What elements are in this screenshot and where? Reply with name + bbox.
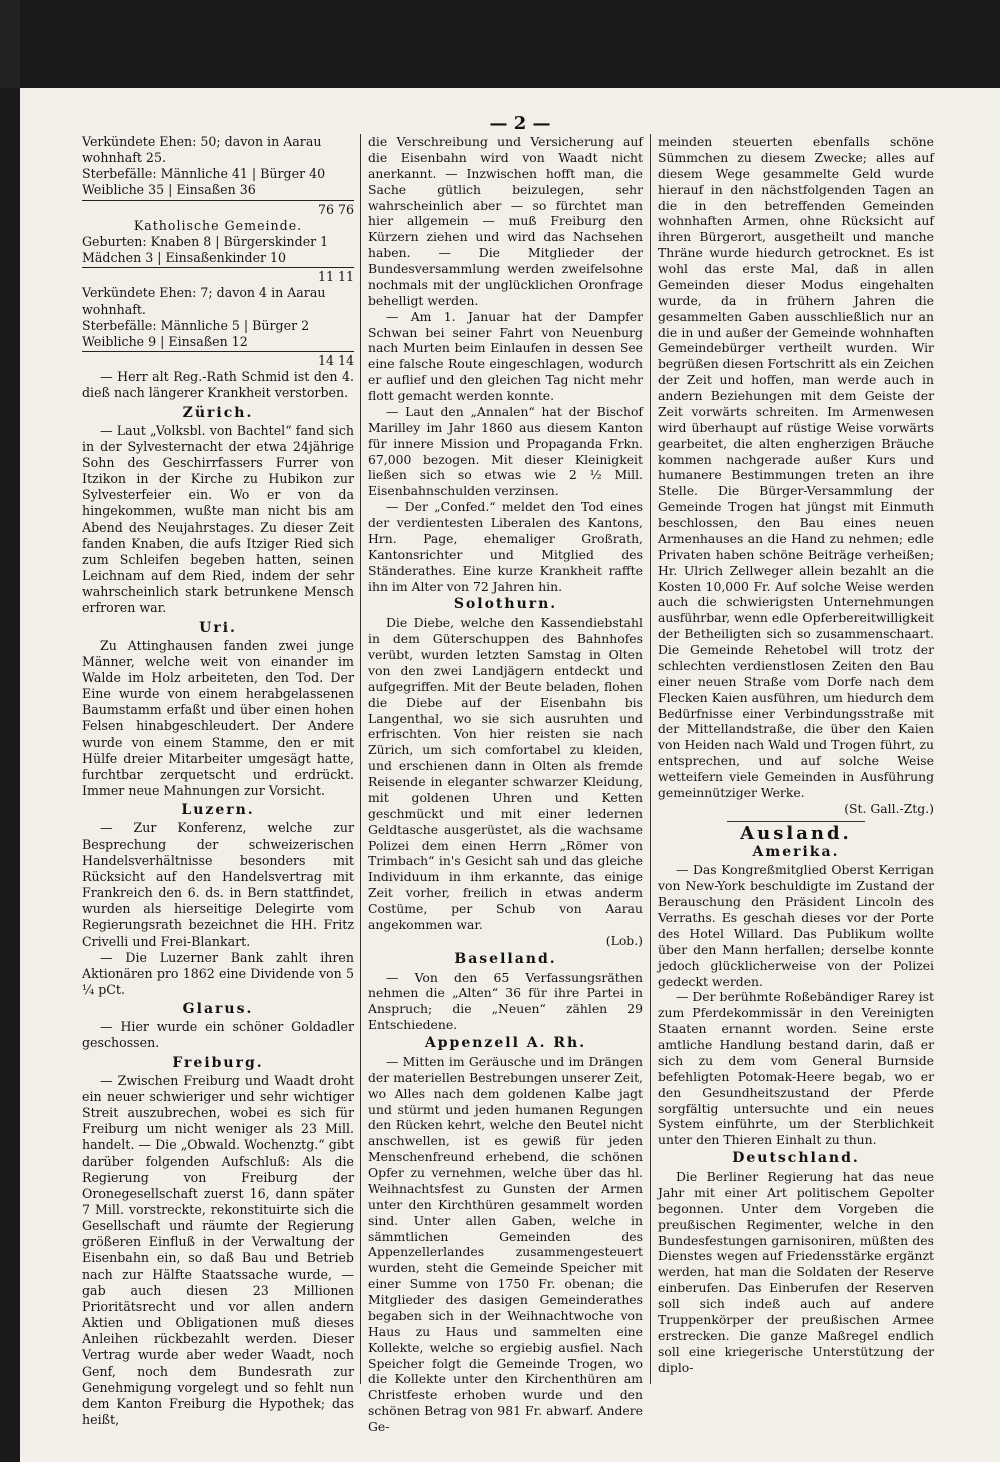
article-paragraph: — Von den 65 Verfassungsräthen nehmen die „Alten“ 36 für ihre Partei in Anspruch; die „Neuen“ zählen 29 Entschiedene. bbox=[368, 969, 643, 1033]
sum-rule bbox=[82, 351, 354, 352]
stat-total: 11 11 bbox=[317, 269, 354, 285]
section-heading: Baselland. bbox=[454, 950, 557, 967]
article-paragraph: — Das Kongreßmitglied Oberst Kerrigan von New-York beschuldigte im Zustand der Berauschung den Präsident Lincoln des Verraths. Es geschah dieses vor der Porte des Hotel Willard. Das Publikum wollte über den Mann herfallen; derselbe konnte jedoch glücklicherweise von der Polizei gedeckt werden. bbox=[658, 862, 934, 989]
article-paragraph: — Zwischen Freiburg und Waadt droht ein neuer schwieriger und sehr wichtiger Streit auszubrechen, wobei es sich für Freiburg um nicht weniger als 23 Mill. handelt. — Die „Obwald. Wochenztg.“ gibt darüber folgenden Aufschluß: Als die Regierung von Freiburg der Oronegesellschaft zuerst 16, dann später 7 Mill. vorstreckte, rekonstituirte sich die Gesellschaft und räumte der Regierung größeren Einfluß in der Verwaltung der Eisenbahn ein, so daß Bau und Betrieb nach zur Hälfte Staatssache wurde, — gab auch diesen 23 Millionen Prioritätsrecht und vor allen andern Aktien und Obligationen muß dieses Anleihen rückbezahlt werden. Dieser Vertrag wurde aber weder Waadt, noch Genf, noch dem Bundesrath zur Genehmigung vorgelegt und so fehlt nun dem Kanton Freiburg die Hypothek; das heißt, bbox=[82, 1072, 354, 1428]
section-heading: Appenzell A. Rh. bbox=[424, 1035, 587, 1051]
section-subtitle: Katholische Gemeinde. bbox=[133, 217, 303, 233]
article-paragraph: — Hier wurde ein schöner Goldadler geschossen. bbox=[82, 1019, 354, 1051]
article-paragraph: — Der berühmte Roßebändiger Rarey ist zum Pferdekommissär in den Vereinigten Staaten ernannt worden. Seine erste amtliche Handlung bestand darin, daß er sich zu dem vom General Burnside befehligten Potomak-Heere begab, wo er den Gesundheitszustand der Pferde sorgfältig untersuchte und ein neues System einführte, um der Sterblichkeit unter den Thieren Einhalt zu thun. bbox=[658, 989, 934, 1148]
stat-line: Geburten: Knaben 8 | Bürgerskinder 1 bbox=[82, 233, 329, 249]
page-number: — 2 — bbox=[489, 113, 551, 134]
source-citation: (Lob.) bbox=[605, 932, 643, 948]
article-paragraph: — Herr alt Reg.-Rath Schmid ist den 4. dieß nach längerer Krankheit verstorben. bbox=[82, 369, 354, 401]
article-paragraph: Zu Attinghausen fanden zwei junge Männer, welche weit von einander im Walde im Holz arbeiteten, den Tod. Der Eine wurde von einem herabgelassenen Baumstamm erfaßt und über einen hohen Felsen hinabgeschleudert. Der Andere wurde von einem Stamme, den er mit Hülfe dreier Mitarbeiter umgesägt hatte, furchtbar zerquetscht und erdrückt. Immer neue Mahnungen zur Vorsicht. bbox=[82, 637, 354, 799]
section-heading: Luzern. bbox=[181, 802, 255, 819]
stat-line: Verkündete Ehen: 50; davon in Aarau wohnhaft 25. bbox=[82, 134, 322, 166]
column-rule bbox=[360, 134, 361, 1384]
source-citation: (St. Gall.-Ztg.) bbox=[844, 800, 934, 816]
column-3 bbox=[658, 134, 934, 1375]
scan-margin bbox=[0, 0, 20, 88]
article-paragraph: Die Berliner Regierung hat das neue Jahr mit einer Art politischem Gepolter begonnen. Unter dem Vorgeben die preußischen Regimenter, welche in den Bundesfestungen garnisoniren, müßten des Dienstes wegen auf Friedensstärke ergänzt werden, hat man die Soldaten der Reserve einberufen. Das Einberufen der Reserven soll sich indeß auch auf andere Truppenkörper der preußischen Armee erstrecken. Die ganze Maßregel endlich soll eine kriegerische Unterstützung der diplo- bbox=[658, 1169, 934, 1375]
article-paragraph: — Laut den „Annalen“ hat der Bischof Marilley im Jahr 1860 aus diesem Kanton für innere Mission und Propaganda Frkn. 67,000 bezogen. Mit dieser Kleinigkeit ließen sich so etwas wie 2 ½ Mill. Eisenbahnschulden verzinsen. bbox=[368, 403, 643, 499]
article-paragraph: — Mitten im Geräusche und im Drängen der materiellen Bestrebungen unserer Zeit, wo Alles nach dem goldenen Kalbe jagt und stürmt und jeden humanen Regungen den Rücken kehrt, welche den Beutel nicht anschwellen, ist es gewiß für jeden Menschenfreund erhebend, die schönen Opfer zu vernehmen, welche über das hl. Weihnachtsfest zu Gunsten der Armen unter den Kirchthüren gesammelt worden sind. Unter allen Gaben, welche in sämmtlichen Gemeinden des Appenzellerlandes zusammengesteuert wurden, steht die Gemeinde Speicher mit einer Summe von 1750 Fr. obenan; die Mitglieder des dasigen Gemeinderathes begaben sich in der Weihnachtwoche von Haus zu Haus und sammelten eine Kollekte, welche so ergiebig ausfiel. Nach Speicher folgt die Gemeinde Trogen, wo die Kollekte unter den Kirchenthüren am Christfeste erhoben wurde und den schönen Betrag von 981 Fr. abwarf. Andere Ge- bbox=[368, 1053, 643, 1434]
article-paragraph: Die Diebe, welche den Kassendiebstahl in dem Güterschuppen des Bahnhofes verübt, wurden letzten Samstag in Olten von den zwei Landjägern entdeckt und aufgegriffen. Mit der Beute beladen, flohen die Diebe auf der Eisenbahn bis Langenthal, wo sie sich ausruhten und erfrischten. Von hier reisten sie nach Zürich, um sich comfortabel zu kleiden, und erschienen dann in Olten als fremde Reisende in eleganter schwarzer Kleidung, mit goldenen Uhren und Ketten geschmückt und mit einer ledernen Geldtasche ausgerüstet, als die wachsame Polizei dem einen Herrn „Römer von Trimbach“ in's Gesicht sah und das gleiche Individuum in ihm erkannte, das einige Zeit vorher, freilich in etwas anderm Costüme, per Schub von Aarau angekommen war. bbox=[368, 615, 643, 932]
stat-line: Weibliche 9 | Einsaßen 12 bbox=[82, 333, 248, 349]
section-heading: Freiburg. bbox=[172, 1054, 264, 1071]
stat-total: 14 14 bbox=[317, 353, 354, 369]
stat-line: Verkündete Ehen: 7; davon 4 in Aarau wohnhaft. bbox=[82, 285, 326, 317]
stat-line: Sterbefälle: Männliche 41 | Bürger 40 bbox=[82, 166, 326, 182]
section-divider bbox=[727, 821, 865, 822]
article-paragraph: — Der „Confed.“ meldet den Tod eines der verdientesten Liberalen des Kantons, Hrn. Page, ehemaliger Großrath, Kantonsrichter und Mitglied des Ständerathes. Eine kurze Krankheit raffte ihn im Alter von 72 Jahren hin. bbox=[368, 499, 643, 594]
column-rule bbox=[650, 134, 651, 1384]
stat-line: Sterbefälle: Männliche 5 | Bürger 2 bbox=[82, 317, 310, 333]
stat-line: Mädchen 3 | Einsaßenkinder 10 bbox=[82, 250, 287, 266]
article-paragraph: die Verschreibung und Versicherung auf die Eisenbahn wird von Waadt nicht anerkannt. — Inzwischen hofft man, die Sache gütlich beizulegen, sehr wahrscheinlich aber — so fürchtet man hier allgemein — muß Freiburg den Kürzern ziehen und wird das Nachsehen haben. — Die Mitglieder der Bundesversammlung werden zweifelsohne nochmals mit der unglücklichen Oronfrage behelligt werden. bbox=[368, 134, 643, 308]
stat-total: 76 76 bbox=[317, 201, 354, 217]
article-paragraph: — Am 1. Januar hat der Dampfer Schwan bei seiner Fahrt von Neuenburg nach Murten beim Einlaufen in dessen See eine falsche Route eingeschlagen, wodurch er auflief und den gleichen Tag nicht mehr flott gemacht werden konnte. bbox=[368, 308, 643, 403]
article-paragraph: — Zur Konferenz, welche zur Besprechung der schweizerischen Handelsverhältnisse besonders mit Rücksicht auf den Handelsvertrag mit Frankreich den 6. ds. in Bern stattfindet, wurden als hierseitige Delegirte vom Regierungsrath bezeichnet die HH. Fritz Crivelli und Frei-Blankart. bbox=[82, 820, 354, 949]
article-paragraph: — Die Luzerner Bank zahlt ihren Aktionären pro 1862 eine Dividende von 5 ¼ pCt. bbox=[82, 949, 354, 997]
section-heading: Glarus. bbox=[182, 1001, 254, 1018]
section-heading: Deutschland. bbox=[732, 1150, 860, 1167]
article-paragraph: — Laut „Volksbl. von Bachtel“ fand sich in der Sylvesternacht der etwa 24jährige Sohn des Geschirrfassers Furrer von Itzikon in der Kirche zu Hubikon zur Sylvesterfeier ein. Wo er von da hingekommen, wußte man nicht bis am Abend des Neujahrstages. Zu dieser Zeit fanden Knaben, die aufs Itziger Ried sich zum Schleifen begeben hatten, seinen Leichnam auf dem Ried, indem der sehr wahrscheinlich stark betrunkene Mensch erfroren war. bbox=[82, 422, 354, 616]
stat-line: Weibliche 35 | Einsaßen 36 bbox=[82, 182, 256, 198]
sum-rule bbox=[82, 200, 354, 201]
section-heading: Uri. bbox=[199, 619, 237, 636]
section-heading: Zürich. bbox=[182, 404, 254, 421]
section-heading: Solothurn. bbox=[453, 596, 558, 613]
section-heading: Ausland. bbox=[740, 822, 852, 844]
article-paragraph: meinden steuerten ebenfalls schöne Sümmchen zu diesem Zwecke; alles auf diesem Wege gesammelte Geld wurde hierauf in den nächstfolgenden Tagen an die in den betreffenden Gemeinden wohnhaften Armen, ohne Rücksicht auf ihren Bürgerort, ausgetheilt und manche Thräne wurde hiedurch getrocknet. Es ist wohl das erste Mal, daß in allen Gemeinden dieser Modus eingehalten wurde, da in frühern Jahren die gesammelten Gaben ausschließlich nur an die in und außer der Gemeinde wohnhaften Gemeindebürger vertheilt wurden. Wir begrüßen diesen Fortschritt als ein Zeichen der Zeit und hoffen, man werde auch in andern Beziehungen mit dem Geiste der Zeit vorwärts schreiten. Im Armenwesen wird überhaupt auf rüstige Weise vorwärts gearbeitet, die alten engherzigen Bräuche kommen nachgerade außer Kurs und humanere Bestimmungen treten an ihre Stelle. Die Bürger-Versammlung der Gemeinde Trogen hat jüngst mit Einmuth beschlossen, den Bau eines neuen Armenhauses an die Hand zu nehmen; edle Privaten haben schöne Beiträge verheißen; Hr. Ulrich Zellweger allein bezahlt an die Kosten 10,000 Fr. Auf solche Weise werden auch die schwierigsten Unternehmungen ausführbar, wenn edle Opferbereitwilligkeit der Betheiligten sich so zusammenschaart. Die Gemeinde Rehetobel will trotz der schlechten verdienstlosen Zeiten den Bau einer neuen Straße vom Dorfe nach dem Flecken Kaien ausführen, um hiedurch dem Bedürfnisse einer Verbindungsstraße mit der Mittellandstraße, die über den Kaien von Heiden nach Wald und Trogen führt, zu entsprechen, und auf solche Weise wetteifern viele Gemeinden in Ausführung gemeinnütziger Werke. bbox=[658, 134, 934, 800]
section-heading: Amerika. bbox=[752, 843, 840, 860]
column-2 bbox=[368, 134, 643, 1435]
column-1 bbox=[82, 134, 354, 1428]
sum-rule bbox=[82, 267, 354, 268]
